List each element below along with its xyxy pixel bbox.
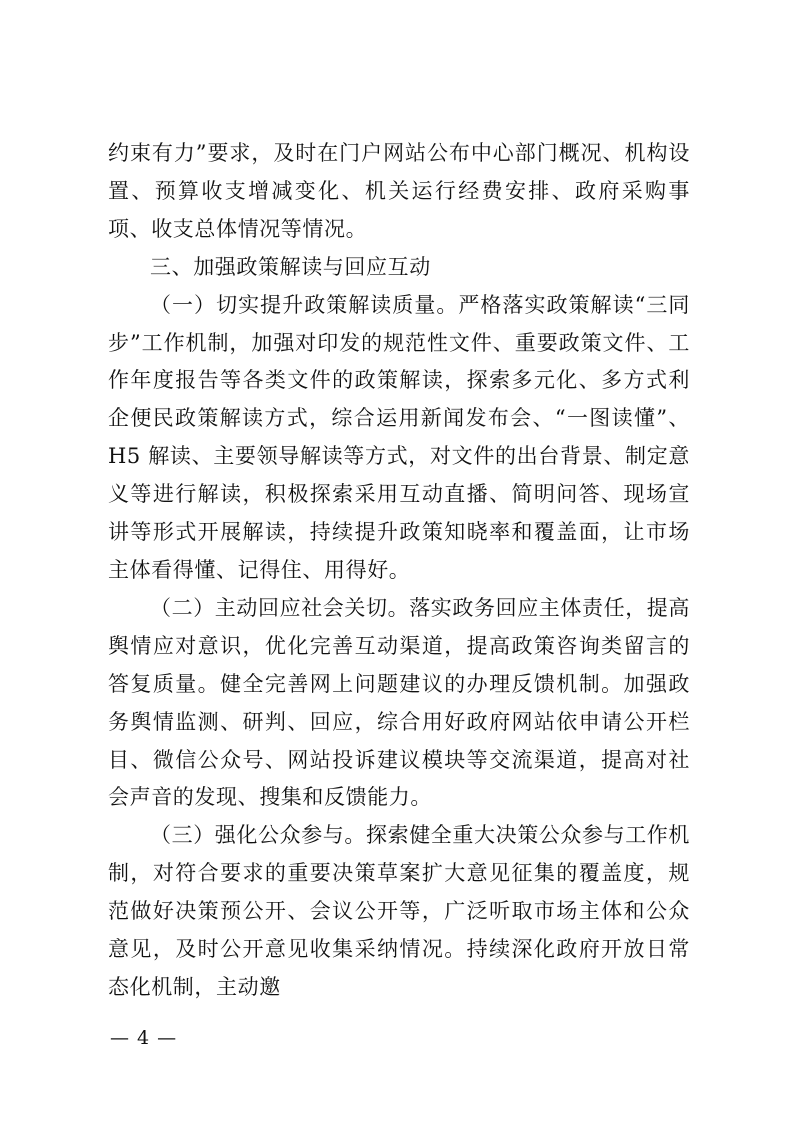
paragraph-intro: 约束有力”要求，及时在门户网站公布中心部门概况、机构设置、预算收支增减变化、机关运行经费安排、政府采购事项、收支总体情况等情况。	[108, 141, 690, 241]
paragraph-public-participation: （三）强化公众参与。探索健全重大决策公众参与工作机制，对符合要求的重要决策草案扩大意见征集的覆盖度，规范做好决策预公开、会议公开等，广泛听取市场主体和公众意见，及时公开意见收集采纳情况。持续深化政府开放日常态化机制，主动邀	[108, 823, 690, 999]
paragraph-policy-interpretation: （一）切实提升政策解读质量。严格落实政策解读“三同步”工作机制，加强对印发的规范性文件、重要政策文件、工作年度报告等各类文件的政策解读，探索多元化、多方式利企便民政策解读方式，综合运用新闻发布会、“一图读懂”、H5 解读、主要领导解读等方式，对文件的出台背景、制定意义等进行解读，积极探索采用互动直播、简明问答、现场宣讲等形式开展解读，持续提升政策知晓率和覆盖面，让市场主体看得懂、记得住、用得好。	[108, 292, 690, 582]
section-heading: 三、加强政策解读与回应互动	[150, 254, 431, 279]
paragraph-respond-concerns: （二）主动回应社会关切。落实政务回应主体责任，提高舆情应对意识，优化完善互动渠道，提高政策咨询类留言的答复质量。健全完善网上问题建议的办理反馈机制。加强政务舆情监测、研判、回应，综合用好政府网站依申请公开栏目、微信公众号、网站投诉建议模块等交流渠道，提高对社会声音的发现、搜集和反馈能力。	[108, 595, 690, 810]
document-body	[108, 135, 690, 1007]
page-number: — 4 —	[110, 1027, 178, 1049]
